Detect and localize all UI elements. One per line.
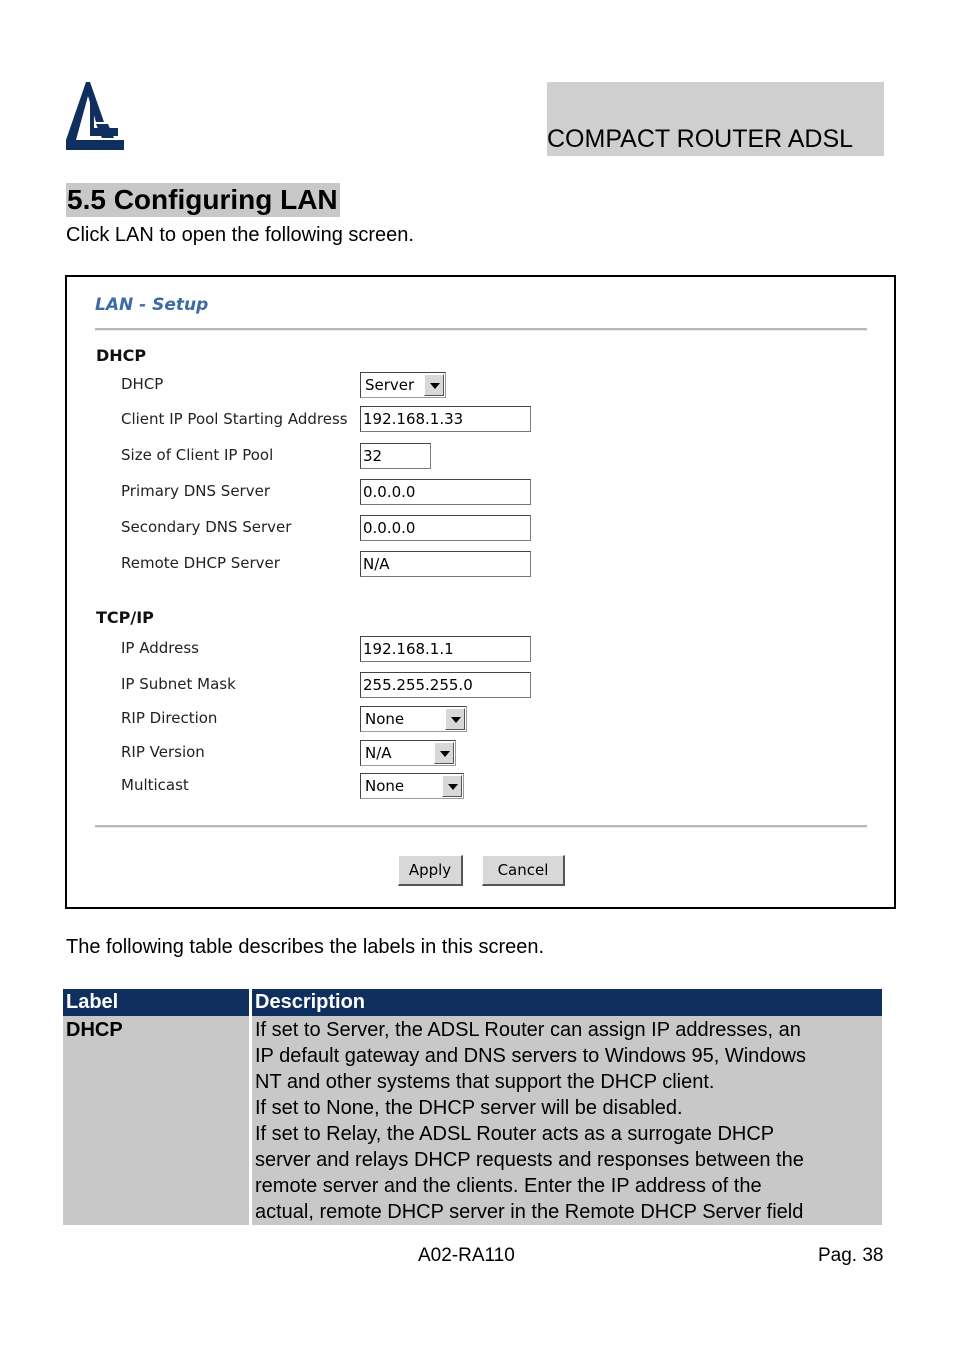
chevron-down-icon[interactable] [445,708,465,730]
section-title: 5.5 Configuring LAN [67,184,338,215]
subnet-mask-input[interactable] [360,672,531,698]
chevron-down-icon[interactable] [442,775,462,797]
apply-button[interactable]: Apply [398,855,463,886]
table-intro: The following table describes the labels in this screen. [66,936,545,958]
pool-size-label: Size of Client IP Pool [121,446,274,464]
ip-address-label: IP Address [121,639,199,657]
remote-dhcp-label: Remote DHCP Server [121,554,280,572]
header-product-box [547,82,884,156]
dhcp-select-value: Server [365,376,415,394]
multicast-label: Multicast [121,776,189,794]
multicast-value: None [365,777,405,795]
header-description: Description [252,989,882,1016]
lan-setup-screen [65,275,896,909]
rip-version-select[interactable] [360,740,456,766]
description-line: actual, remote DHCP server in the Remote DHCP Server field [255,1201,804,1223]
top-divider [95,328,867,331]
subnet-mask-label: IP Subnet Mask [121,675,236,693]
pool-start-label: Client IP Pool Starting Address [121,410,348,428]
screen-title: LAN - Setup [95,295,209,315]
bottom-divider [95,825,867,828]
description-line: If set to None, the DHCP server will be disabled. [255,1097,683,1119]
pool-size-input[interactable] [360,443,431,469]
description-line: IP default gateway and DNS servers to Windows 95, Windows [255,1045,806,1067]
pool-start-input[interactable] [360,406,531,432]
rip-direction-label: RIP Direction [121,709,218,727]
dhcp-group-title: DHCP [96,346,147,365]
footer-doc-code: A02-RA110 [418,1245,515,1266]
section-intro: Click LAN to open the following screen. [66,224,414,246]
table-row [63,1016,882,1225]
table-header-row [63,989,882,1016]
dhcp-label: DHCP [121,375,164,393]
description-line: server and relays DHCP requests and responses between the [255,1149,804,1171]
secondary-dns-input[interactable] [360,515,531,541]
remote-dhcp-input[interactable] [360,551,531,577]
chevron-down-icon[interactable] [434,742,454,764]
description-line: NT and other systems that support the DHCP client. [255,1071,715,1093]
rip-direction-value: None [365,710,405,728]
footer-page-number: Pag. 38 [818,1245,884,1266]
primary-dns-input[interactable] [360,479,531,505]
chevron-down-icon[interactable] [424,374,444,396]
description-line: If set to Server, the ADSL Router can assign IP addresses, an [255,1019,801,1041]
multicast-select[interactable] [360,773,464,799]
ip-address-input[interactable] [360,636,531,662]
rip-direction-select[interactable] [360,706,467,732]
description-line: If set to Relay, the ADSL Router acts as a surrogate DHCP [255,1123,775,1145]
row-label: DHCP [63,1016,252,1225]
description-line: remote server and the clients. Enter the IP address of the [255,1175,762,1197]
rip-version-label: RIP Version [121,743,205,761]
header-product-name: COMPACT ROUTER ADSL [547,125,854,153]
tcpip-group-title: TCP/IP [96,608,154,627]
row-description [252,1016,882,1225]
dhcp-select[interactable] [360,372,446,398]
cancel-button[interactable]: Cancel [482,855,565,886]
header-label: Label [63,989,252,1016]
labels-table [63,989,882,1225]
primary-dns-label: Primary DNS Server [121,482,270,500]
brand-logo-icon [66,82,124,150]
rip-version-value: N/A [365,744,392,762]
secondary-dns-label: Secondary DNS Server [121,518,292,536]
